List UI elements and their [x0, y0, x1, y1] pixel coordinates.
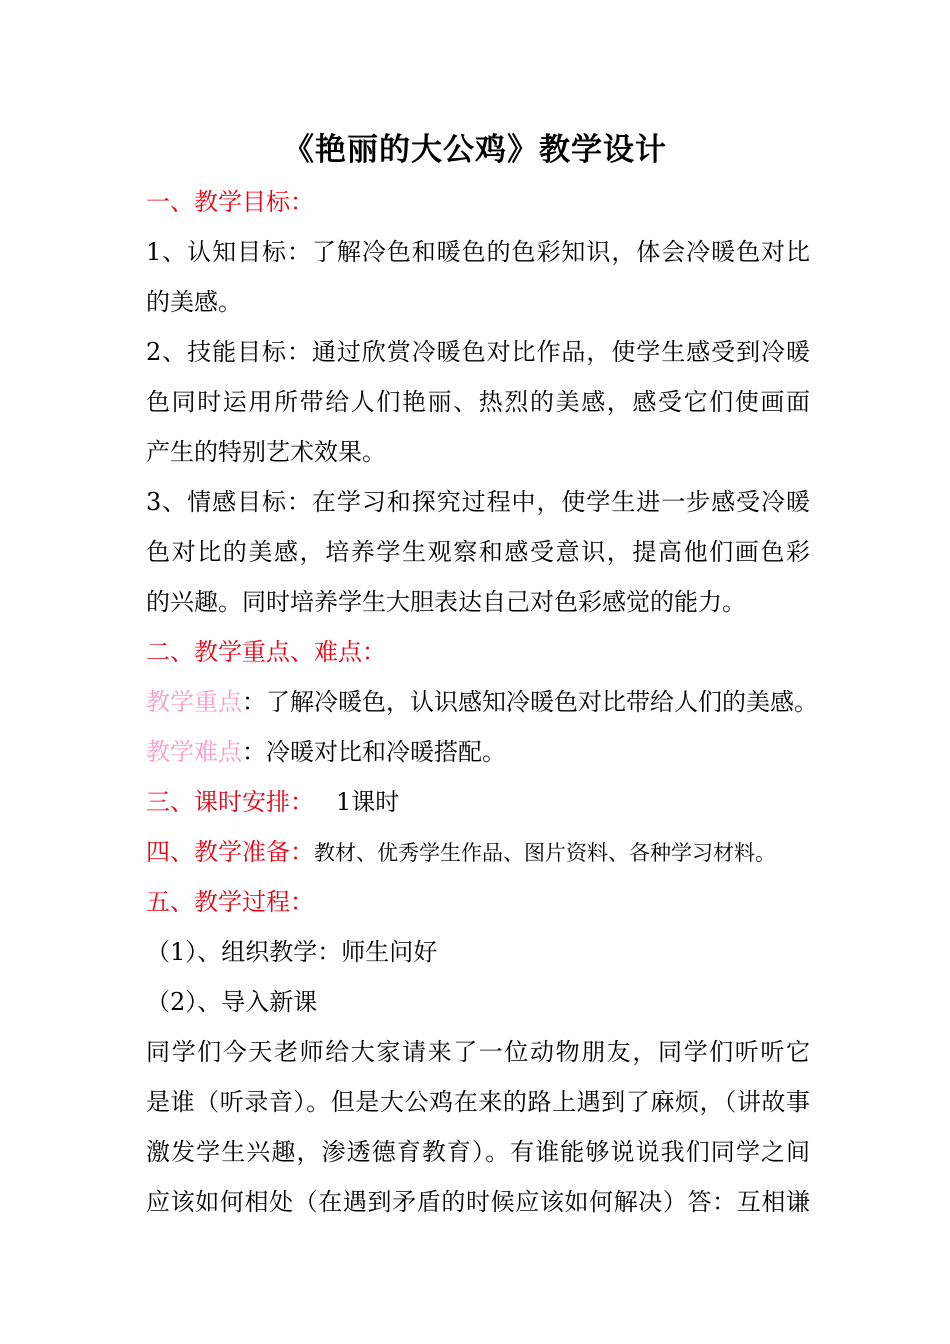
section-heading-schedule: 三、课时安排：	[146, 788, 314, 816]
section-heading-key-points: 二、教学重点、难点：	[146, 638, 386, 666]
key-point-line	[146, 677, 818, 727]
objective-3-line-3: 的兴趣。同时培养学生大胆表达自己对色彩感觉的能力。	[146, 588, 746, 616]
process-step-2: （2）、导入新课	[146, 988, 318, 1016]
schedule-text: 1课时	[336, 788, 400, 816]
objective-2-line-2: 色同时运用所带给人们艳丽、热烈的美感，感受它们使画面	[146, 388, 810, 416]
objective-1-line-1: 1、认知目标：了解冷色和暖色的色彩知识，体会冷暖色对比	[146, 238, 810, 266]
paragraph-line-2: 是谁（听录音）。但是大公鸡在来的路上遇到了麻烦，（讲故事	[146, 1088, 810, 1116]
document-title: 《艳丽的大公鸡》教学设计	[283, 132, 667, 168]
paragraph-line-4: 应该如何相处（在遇到矛盾的时候应该如何解决）答：互相谦	[146, 1188, 810, 1216]
difficulty-line	[146, 727, 810, 777]
difficulty-text: ：冷暖对比和冷暖搭配。	[242, 738, 506, 766]
schedule-line	[146, 777, 810, 827]
preparation-line	[146, 827, 810, 877]
section-heading-process: 五、教学过程：	[146, 888, 314, 916]
process-step-1: （1）、组织教学：师生问好	[146, 938, 438, 966]
key-point-text: ：了解冷暖色，认识感知冷暖色对比带给人们的美感。	[242, 688, 818, 716]
key-point-label: 教学重点	[146, 688, 242, 716]
section-heading-preparation: 四、教学准备：	[146, 838, 314, 866]
objective-3-line-1: 3、情感目标：在学习和探究过程中，使学生进一步感受冷暖	[146, 488, 810, 516]
objective-2-line-1: 2、技能目标：通过欣赏冷暖色对比作品，使学生感受到冷暖	[146, 338, 810, 366]
difficulty-label: 教学难点	[146, 738, 242, 766]
paragraph-line-1: 同学们今天老师给大家请来了一位动物朋友，同学们听听它	[146, 1038, 810, 1066]
section-heading-objectives: 一、教学目标：	[146, 188, 314, 216]
paragraph-line-3: 激发学生兴趣，渗透德育教育）。有谁能够说说我们同学之间	[146, 1138, 810, 1166]
document-body	[146, 177, 818, 1227]
objective-3-line-2: 色对比的美感，培养学生观察和感受意识，提高他们画色彩	[146, 538, 810, 566]
preparation-text: 教材、优秀学生作品、图片资料、各种学习材料。	[314, 841, 776, 865]
objective-2-line-3: 产生的特别艺术效果。	[146, 438, 386, 466]
objective-1-line-2: 的美感。	[146, 288, 242, 316]
